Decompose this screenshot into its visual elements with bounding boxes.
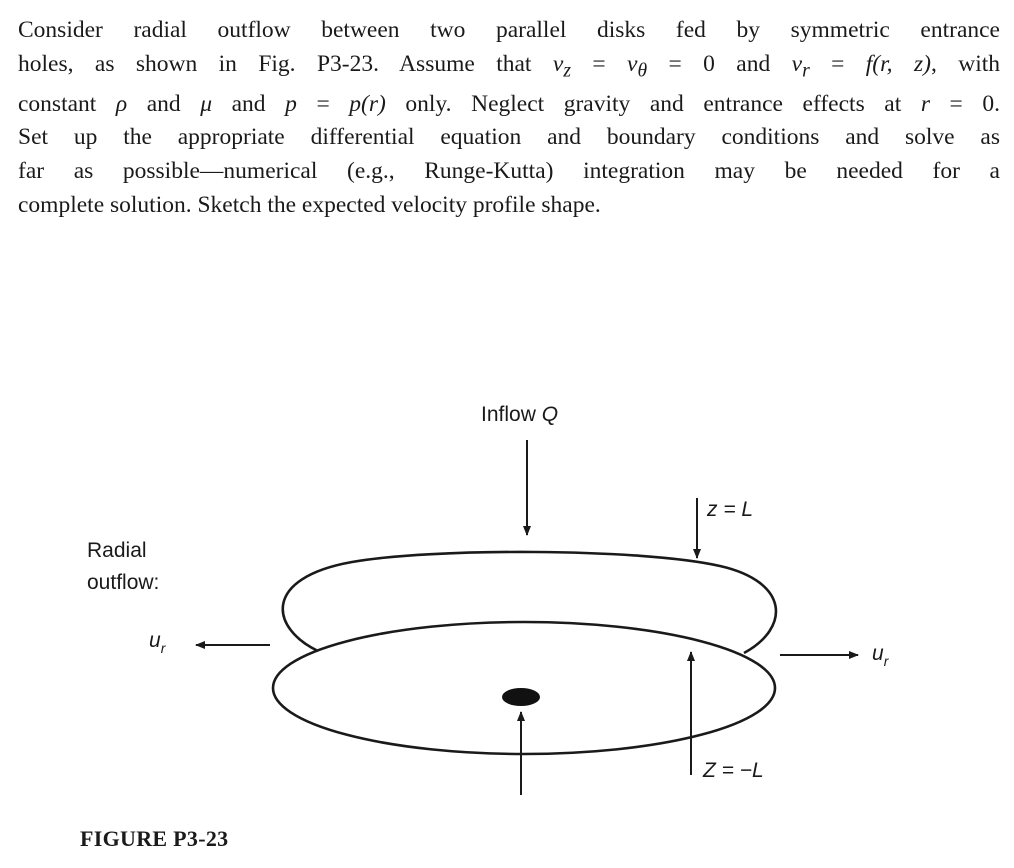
problem-statement xyxy=(18,14,1000,222)
bottom-plane-label: Z = −L xyxy=(703,759,764,782)
right-ur-label: $u_r$ xyxy=(872,642,889,669)
problem-line-5: far as possible—numerical (e.g., Runge-Kutta) integration may be needed for a xyxy=(18,158,1000,185)
problem-line-1: Consider radial outflow between two parallel disks fed by symmetric entrance xyxy=(18,17,1000,43)
inflow-label: Inflow Q xyxy=(481,403,559,426)
radial-label-line-1: Radial xyxy=(87,539,147,562)
problem-line-6: complete solution. Sketch the expected velocity profile shape. xyxy=(18,191,601,218)
figure-caption: FIGURE P3-23 xyxy=(80,826,229,851)
problem-line-2: holes, as shown in Fig. P3-23. Assume that $v_z = v_\theta = 0$ and $v_r = f(r$, z), with xyxy=(18,50,1000,82)
entrance-hole xyxy=(502,688,540,706)
left-ur-label: $u_r$ xyxy=(149,629,166,656)
problem-line-4: Set up the appropriate differential equation and boundary conditions and solve as xyxy=(18,124,1000,151)
top-plane-label: z = L xyxy=(707,498,754,521)
problem-line-3: constant ρ and μ and p = p(r) only. Neglect gravity and entrance effects at r = 0. xyxy=(18,90,1000,117)
parallel-disks-figure xyxy=(0,380,1014,810)
radial-label-line-2: outflow: xyxy=(87,571,160,594)
bottom-disk xyxy=(273,622,775,754)
